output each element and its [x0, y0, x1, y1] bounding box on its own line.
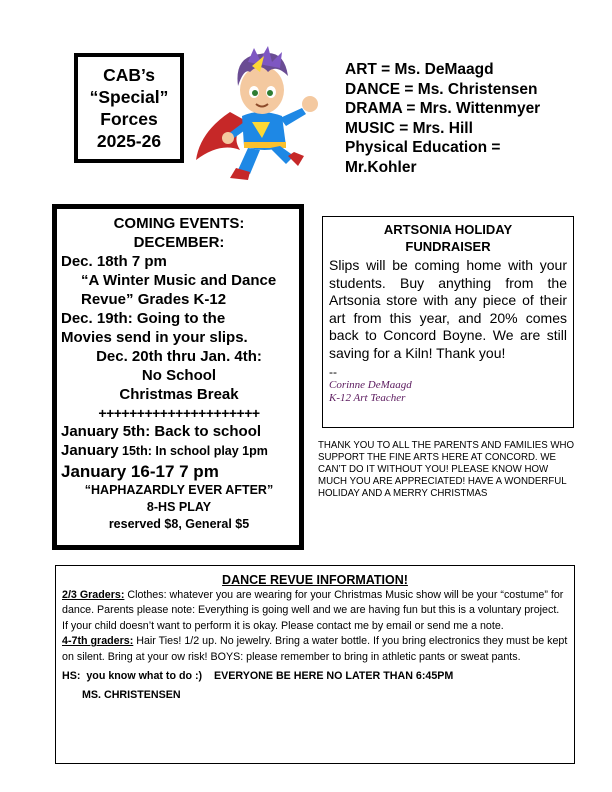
play-grade: 8-HS PLAY	[146, 500, 212, 514]
event-dec19-detail: Movies send in your slips.	[61, 329, 248, 346]
events-heading: COMING EVENTS:	[113, 215, 245, 232]
dance-hs-line: HS: you know what to do :) EVERYONE BE HERE NO LATER THAN 6:45PM	[62, 670, 454, 683]
event-jan16: January 16-17 7 pm	[61, 462, 219, 481]
title-line: CAB’s	[103, 65, 155, 85]
dance-paragraph-23	[62, 588, 568, 634]
title-box	[74, 53, 184, 163]
event-jan15-detail: 15th: In school play 1pm	[118, 444, 268, 458]
event-no-school: No School	[141, 367, 217, 384]
dance-signature: MS. CHRISTENSEN	[82, 689, 181, 702]
event-jan15	[61, 441, 297, 461]
play-price: reserved $8, General $5	[108, 517, 250, 531]
title-line: “Special”	[89, 87, 169, 107]
events-month: DECEMBER:	[133, 234, 225, 251]
grade-label: 2/3 Graders:	[62, 589, 125, 601]
signature-name: Corinne DeMaagd	[329, 379, 412, 391]
artsonia-title: ARTSONIA HOLIDAY	[383, 222, 513, 237]
grade-text: Clothes: whatever you are wearing for your Christmas Music show will be your “costume” for dance. Parents please note: Everything is going well and we are having fun but this is a voluntary project. If your child doesn’t want to perform it is okay. Please contact me by email or send me a note.	[62, 589, 564, 632]
event-christmas-break: Christmas Break	[119, 386, 239, 403]
teacher-line: DRAMA = Mrs. Wittenmyer	[345, 100, 541, 117]
event-jan15-label: January	[61, 442, 119, 459]
teacher-list	[345, 60, 540, 177]
dance-paragraph-47	[62, 634, 568, 665]
grade-text: Hair Ties! 1/2 up. No jewelry. Bring a water bottle. If you bring electronics they must be kept on silent. Bring at your ow risk! BOYS: please remember to bring in athletic pants or sweat pants.	[62, 635, 568, 663]
event-dec18-title: “A Winter Music and Dance	[81, 272, 277, 289]
artsonia-body: Slips will be coming home with your students. Buy anything from the Artsonia store with any piece of their art from this year, and 20% comes back to Concord Boyne. We are still saving for a Kiln! Thank you!	[329, 257, 567, 361]
artsonia-subtitle: FUNDRAISER	[405, 239, 491, 254]
title-line: 2025-26	[96, 131, 162, 151]
signature-dash: --	[329, 365, 337, 379]
grade-label: 4-7th graders:	[62, 635, 134, 648]
signature-role: K-12 Art Teacher	[329, 392, 406, 404]
event-jan5: January 5th: Back to school	[61, 423, 262, 440]
event-break-dates: Dec. 20th thru Jan. 4th:	[96, 348, 262, 365]
superhero-illustration	[190, 42, 332, 187]
thank-you-note: THANK YOU TO ALL THE PARENTS AND FAMILIES WHO SUPPORT THE FINE ARTS HERE AT CONCORD. WE CAN’T DO IT WITHOUT YOU! PLEASE KNOW HOW MUCH YOU ARE APPRECIATED! HAVE A WONDERFUL HOLIDAY AND A MERRY CHRISTMAS	[318, 440, 575, 499]
divider: +++++++++++++++++++++	[98, 405, 260, 421]
dance-info-box	[55, 565, 575, 764]
event-dec19: Dec. 19th: Going to the	[61, 310, 226, 327]
play-title: “HAPHAZARDLY EVER AFTER”	[84, 483, 274, 497]
dance-title: DANCE REVUE INFORMATION!	[222, 573, 408, 587]
event-dec18-grades: Revue” Grades K-12	[81, 291, 227, 308]
artsonia-box	[322, 216, 574, 428]
teacher-line: Mr.Kohler	[345, 158, 417, 176]
teacher-line: MUSIC = Mrs. Hill	[345, 119, 473, 137]
teacher-line: DANCE = Ms. Christensen	[345, 80, 538, 98]
coming-events-box	[52, 204, 304, 550]
teacher-line: Physical Education =	[345, 139, 501, 156]
teacher-line: ART = Ms. DeMaagd	[345, 61, 494, 78]
event-dec18: Dec. 18th 7 pm	[61, 253, 167, 270]
title-line: Forces	[100, 109, 158, 129]
